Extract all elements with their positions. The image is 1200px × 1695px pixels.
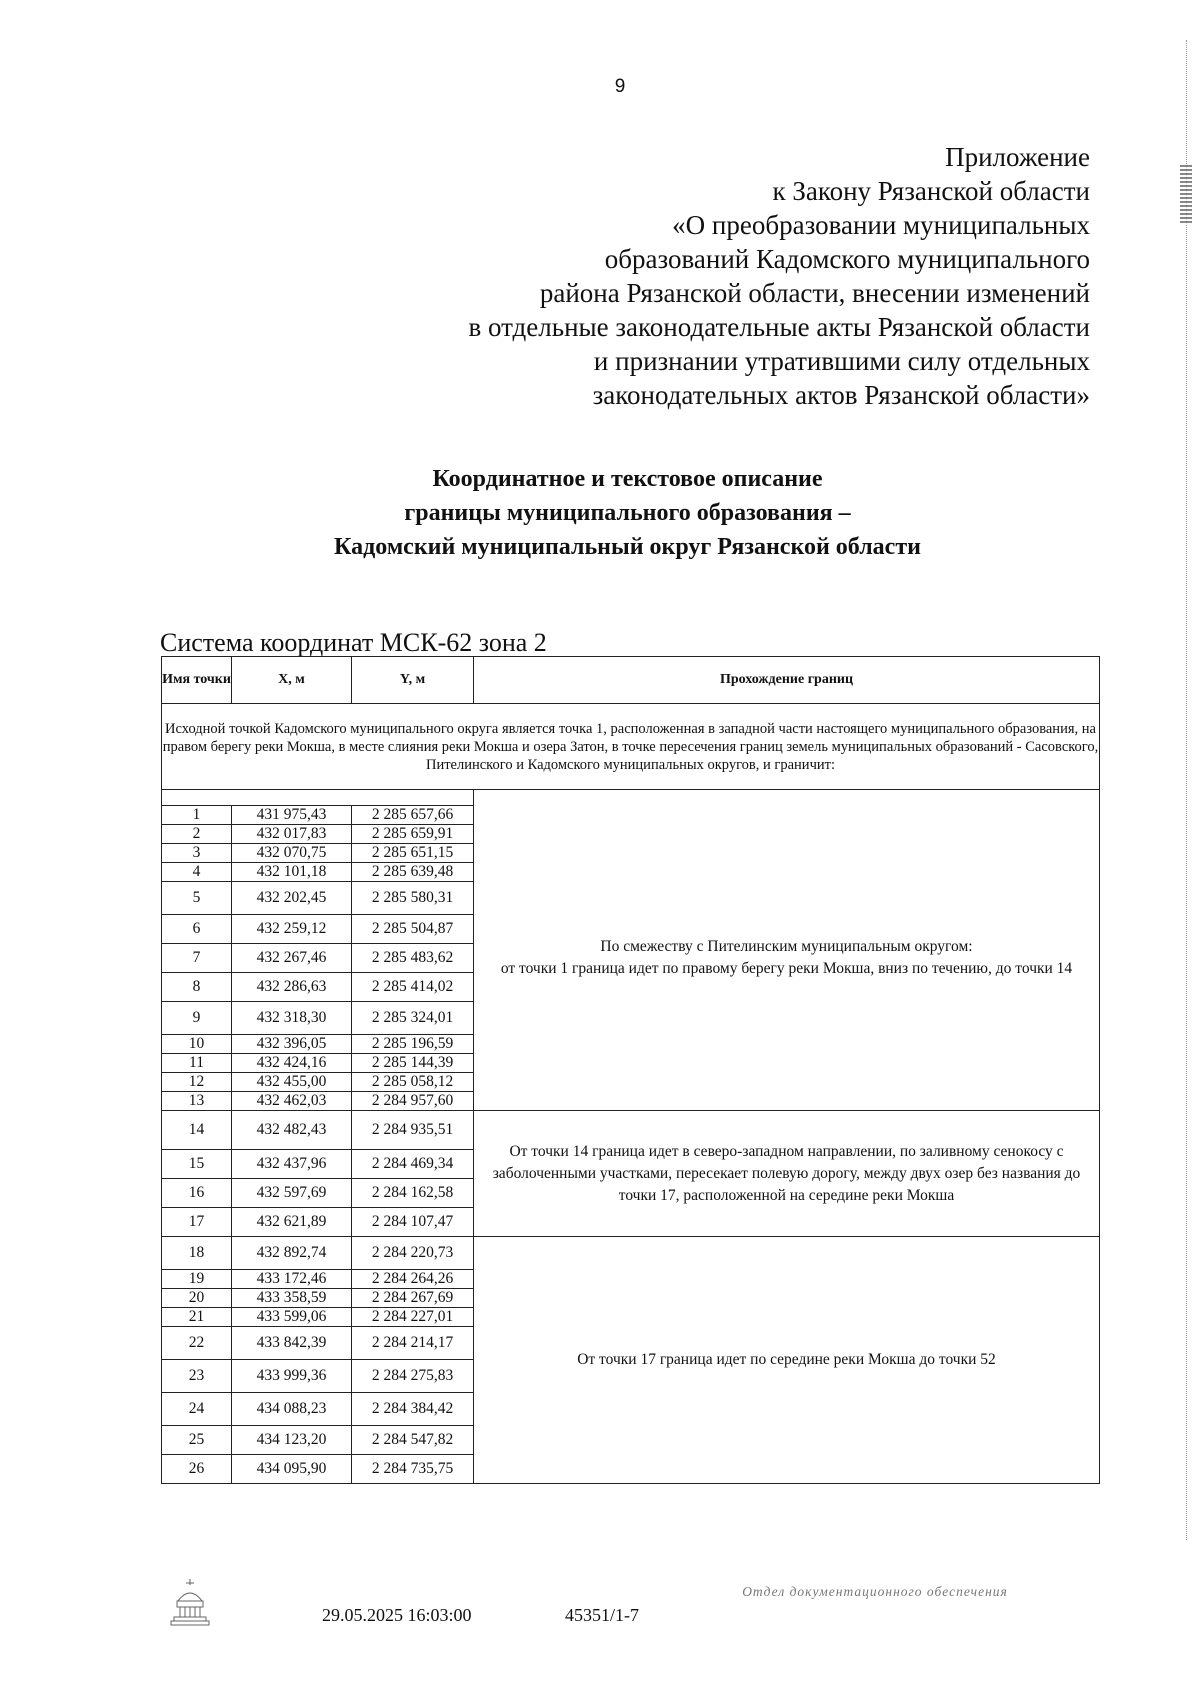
appendix-line: Приложение [945,142,1090,172]
x-coordinate-cell: 433 842,39 [232,1327,352,1360]
appendix-line: образований Кадомского муниципального [604,244,1090,274]
x-coordinate-cell: 432 621,89 [232,1208,352,1237]
point-name-cell: 1 [162,806,232,825]
point-name-cell: 25 [162,1426,232,1455]
page-number: 9 [614,76,626,97]
x-coordinate-cell: 432 070,75 [232,844,352,863]
y-coordinate-cell: 2 285 580,31 [352,882,474,915]
department-stamp: Отдел документационного обеспечения [742,1584,1008,1599]
y-coordinate-cell: 2 285 504,87 [352,915,474,944]
point-name-cell: 11 [162,1054,232,1073]
appendix-line: к Закону Рязанской области [772,176,1090,206]
description-spacer-cell [474,790,1100,806]
y-coordinate-cell: 2 285 483,62 [352,944,474,973]
appendix-line: «О преобразовании муниципальных [672,210,1090,240]
footer-datetime: 29.05.2025 16:03:00 [322,1605,472,1625]
table-body [162,704,1100,1484]
coordinates-table [161,656,1100,1484]
y-coordinate-cell: 2 285 651,15 [352,844,474,863]
x-coordinate-cell: 432 892,74 [232,1237,352,1270]
title-line: границы муниципального образования – [404,500,851,526]
header-x: X, м [232,657,352,704]
y-coordinate-cell: 2 285 324,01 [352,1002,474,1035]
table-row [162,806,1100,825]
point-name-cell: 13 [162,1092,232,1111]
x-coordinate-cell: 434 095,90 [232,1455,352,1484]
point-name-cell: 15 [162,1150,232,1179]
header-point-name: Имя точки [162,657,232,704]
point-name-cell: 18 [162,1237,232,1270]
point-name-cell: 5 [162,882,232,915]
point-name-cell: 12 [162,1073,232,1092]
y-coordinate-cell: 2 284 275,83 [352,1360,474,1393]
x-coordinate-cell: 432 202,45 [232,882,352,915]
title-line: Кадомский муниципальный округ Рязанской области [334,534,921,560]
spacer-cell [162,790,474,806]
point-name-cell: 21 [162,1308,232,1327]
x-coordinate-cell: 432 437,96 [232,1150,352,1179]
point-name-cell: 3 [162,844,232,863]
x-coordinate-cell: 431 975,43 [232,806,352,825]
y-coordinate-cell: 2 284 162,58 [352,1179,474,1208]
point-name-cell: 10 [162,1035,232,1054]
boundary-description-cell: От точки 17 граница идет по середине реки Мокша до точки 52 [474,1237,1100,1484]
point-name-cell: 6 [162,915,232,944]
y-coordinate-cell: 2 284 107,47 [352,1208,474,1237]
appendix-line: в отдельные законодательные акты Рязанской области [468,312,1090,342]
y-coordinate-cell: 2 284 547,82 [352,1426,474,1455]
coordinate-system-label: Система координат МСК-62 зона 2 [160,628,547,657]
y-coordinate-cell: 2 285 659,91 [352,825,474,844]
y-coordinate-cell: 2 285 414,02 [352,973,474,1002]
point-name-cell: 14 [162,1111,232,1150]
x-coordinate-cell: 432 396,05 [232,1035,352,1054]
margin-scan-mark [1180,165,1192,225]
y-coordinate-cell: 2 284 227,01 [352,1308,474,1327]
x-coordinate-cell: 434 123,20 [232,1426,352,1455]
document-title [0,462,1200,564]
intro-row [162,704,1100,790]
y-coordinate-cell: 2 284 214,17 [352,1327,474,1360]
table-row [162,1111,1100,1150]
appendix-header [468,140,1090,412]
boundary-description-cell: По смежеству с Пителинским муниципальным округом: от точки 1 граница идет по правому берегу реки Мокша, вниз по течению, до точки 14 [474,806,1100,1111]
x-coordinate-cell: 432 318,30 [232,1002,352,1035]
point-name-cell: 9 [162,1002,232,1035]
point-name-cell: 22 [162,1327,232,1360]
x-coordinate-cell: 432 101,18 [232,863,352,882]
x-coordinate-cell: 432 597,69 [232,1179,352,1208]
appendix-line: и признании утратившими силу отдельных [593,346,1090,376]
x-coordinate-cell: 432 424,16 [232,1054,352,1073]
y-coordinate-cell: 2 285 639,48 [352,863,474,882]
point-name-cell: 16 [162,1179,232,1208]
x-coordinate-cell: 432 482,43 [232,1111,352,1150]
point-name-cell: 4 [162,863,232,882]
y-coordinate-cell: 2 285 058,12 [352,1073,474,1092]
point-name-cell: 17 [162,1208,232,1237]
intro-text: Исходной точкой Кадомского муниципального округа является точка 1, расположенная в западной части настоящего муниципального образования, на правом берегу реки Мокша, в месте слияния реки Мокша и озера Затон, в точке пересечения границ земель муниципальных образований - Сасовского, Пителинского и Кадомского муниципальных округов, и граничит: [162,704,1100,790]
y-coordinate-cell: 2 284 735,75 [352,1455,474,1484]
margin-fold-line [1186,40,1188,1540]
y-coordinate-cell: 2 285 657,66 [352,806,474,825]
footer-registration-number: 45351/1-7 [565,1605,639,1625]
y-coordinate-cell: 2 284 384,42 [352,1393,474,1426]
x-coordinate-cell: 432 462,03 [232,1092,352,1111]
x-coordinate-cell: 434 088,23 [232,1393,352,1426]
x-coordinate-cell: 433 358,59 [232,1289,352,1308]
x-coordinate-cell: 432 267,46 [232,944,352,973]
point-name-cell: 19 [162,1270,232,1289]
emblem-stamp [168,1575,212,1627]
header-boundary: Прохождение границ [474,657,1100,704]
spacer-row [162,790,1100,806]
point-name-cell: 7 [162,944,232,973]
y-coordinate-cell: 2 284 935,51 [352,1111,474,1150]
header-y: Y, м [352,657,474,704]
x-coordinate-cell: 432 286,63 [232,973,352,1002]
y-coordinate-cell: 2 284 264,26 [352,1270,474,1289]
x-coordinate-cell: 432 259,12 [232,915,352,944]
y-coordinate-cell: 2 285 144,39 [352,1054,474,1073]
title-line: Координатное и текстовое описание [432,466,823,492]
y-coordinate-cell: 2 284 469,34 [352,1150,474,1179]
y-coordinate-cell: 2 284 957,60 [352,1092,474,1111]
y-coordinate-cell: 2 284 220,73 [352,1237,474,1270]
x-coordinate-cell: 432 455,00 [232,1073,352,1092]
point-name-cell: 26 [162,1455,232,1484]
point-name-cell: 8 [162,973,232,1002]
point-name-cell: 2 [162,825,232,844]
x-coordinate-cell: 433 172,46 [232,1270,352,1289]
point-name-cell: 23 [162,1360,232,1393]
x-coordinate-cell: 432 017,83 [232,825,352,844]
table-row [162,1237,1100,1270]
y-coordinate-cell: 2 285 196,59 [352,1035,474,1054]
y-coordinate-cell: 2 284 267,69 [352,1289,474,1308]
point-name-cell: 24 [162,1393,232,1426]
x-coordinate-cell: 433 599,06 [232,1308,352,1327]
boundary-description-cell: От точки 14 граница идет в северо-западном направлении, по заливному сенокосу с заболоченными участками, пересекает полевую дорогу, между двух озер без названия до точки 17, расположенной на середине реки Мокша [474,1111,1100,1237]
appendix-line: района Рязанской области, внесении изменений [539,278,1090,308]
x-coordinate-cell: 433 999,36 [232,1360,352,1393]
point-name-cell: 20 [162,1289,232,1308]
appendix-line: законодательных актов Рязанской области» [592,380,1090,410]
table-header-row [162,657,1100,704]
